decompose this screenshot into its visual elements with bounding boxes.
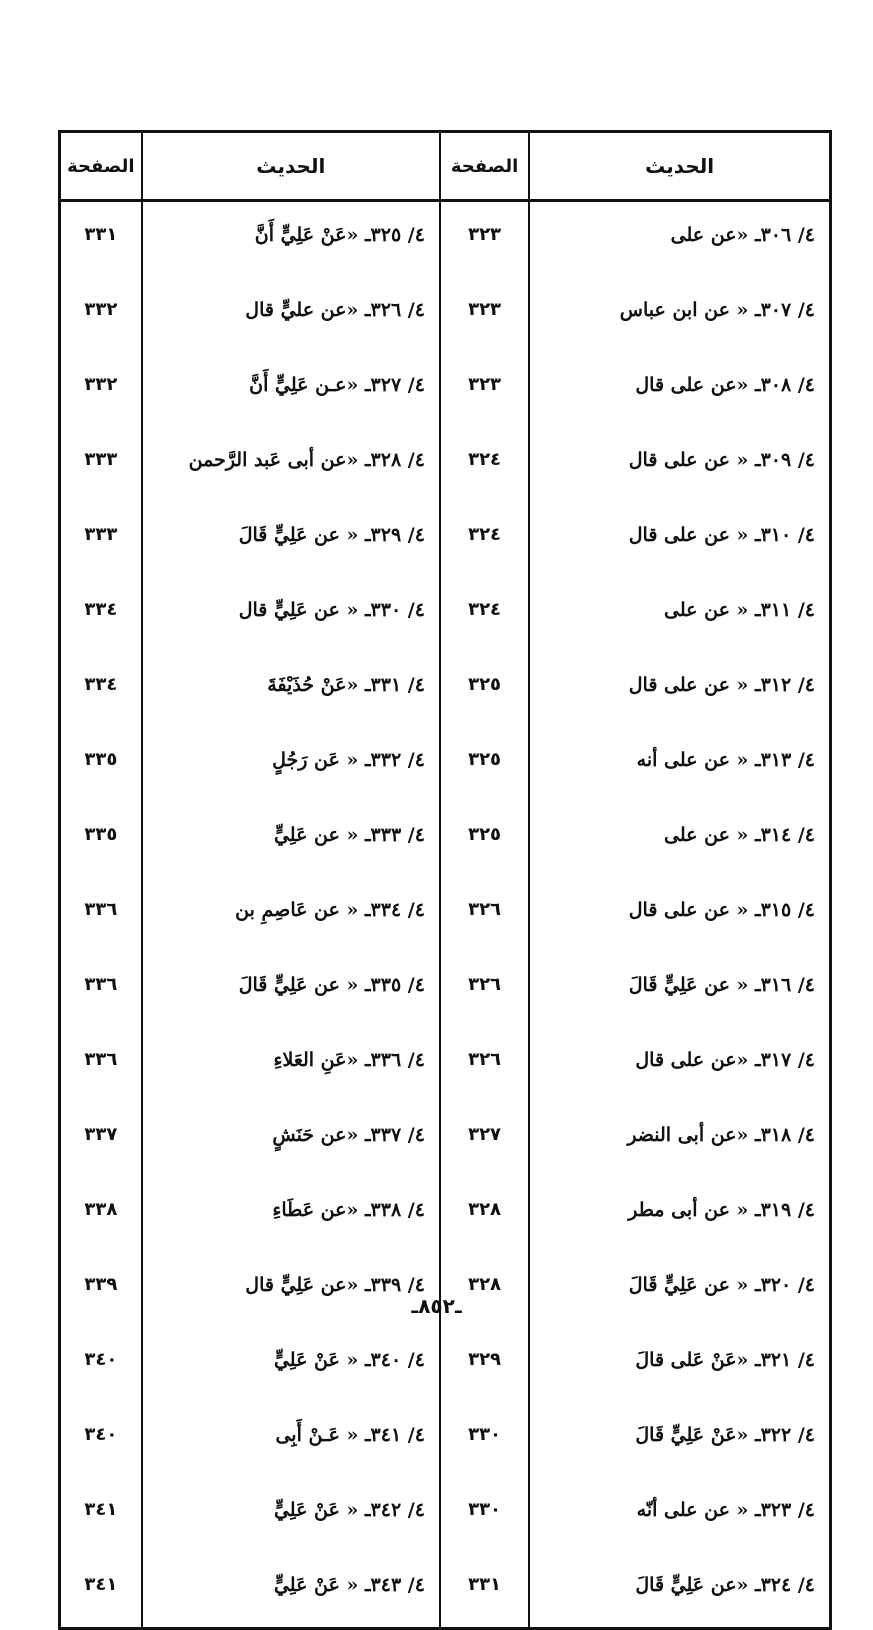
header-hadith-right: الحديث [529, 132, 830, 201]
hadith-entry: ٤/ ٣٢٤ـ «عن عَلِيٍّ قَالَ [529, 1552, 830, 1627]
hadith-entry: ٤/ ٣٣٧ـ «عن حَنَشٍ [142, 1102, 440, 1177]
hadith-entry: ٤/ ٣٢٢ـ «عَنْ عَلِيٍّ قَالَ [529, 1402, 830, 1477]
page-ref: ٣٢٣ [440, 352, 529, 427]
hadith-entry: ٤/ ٣٢٣ـ « عن على أنّه [529, 1477, 830, 1552]
hadith-entry: ٤/ ٣٤١ـ « عَـنْ أَبِى [142, 1402, 440, 1477]
hadith-entry: ٤/ ٣٣١ـ «عَنْ حُذَيْفَةَ [142, 652, 440, 727]
header-hadith-left: الحديث [142, 132, 440, 201]
page-ref: ٣٣٦ [84, 1049, 118, 1070]
table-header-row [60, 132, 831, 201]
page-ref: ٣٣٤ [84, 674, 118, 695]
page-ref: ٣٢٥ [440, 652, 529, 727]
table-row [60, 1327, 831, 1402]
hadith-entry: ٤/ ٣٠٧ـ « عن ابن عباس [529, 277, 830, 352]
table-filler-row [60, 1627, 831, 1629]
table-row [60, 1402, 831, 1477]
page-ref: ٣٣٥ [84, 749, 118, 770]
hadith-entry: ٤/ ٣٢٠ـ « عن عَلِيٍّ قَالَ [529, 1252, 830, 1327]
page-ref: ٣٢٩ [440, 1327, 529, 1402]
hadith-entry: ٤/ ٣٠٨ـ «عن على قال [529, 352, 830, 427]
page-ref: ٣٤٠ [84, 1424, 118, 1445]
hadith-entry: ٤/ ٣٣٢ـ « عَن رَجُلٍ [142, 727, 440, 802]
page-ref: ٣٢٧ [440, 1102, 529, 1177]
page-ref: ٣٣٢ [84, 374, 118, 395]
empty-cell [142, 1627, 440, 1629]
page-number: ـ٨٥٢ـ [411, 1294, 462, 1318]
hadith-entry: ٤/ ٣١٠ـ « عن على قال [529, 502, 830, 577]
page-ref: ٣٢٤ [440, 502, 529, 577]
hadith-entry: ٤/ ٣٢٥ـ «عَنْ عَلِيٍّ أَنَّ [142, 201, 440, 278]
table-row [60, 727, 831, 802]
table-row [60, 427, 831, 502]
hadith-entry: ٤/ ٣٣٣ـ « عن عَلِيٍّ [142, 802, 440, 877]
page-ref: ٣٢٥ [440, 727, 529, 802]
hadith-entry: ٤/ ٣٣٨ـ «عن عَطَاءِ [142, 1177, 440, 1252]
hadith-entry: ٤/ ٣١٦ـ « عن عَلِيٍّ قَالَ [529, 952, 830, 1027]
page-ref: ٣٣٣ [84, 449, 118, 470]
page-ref: ٣٣٥ [84, 824, 118, 845]
page-ref: ٣٢٦ [440, 952, 529, 1027]
page-ref: ٣٣٣ [84, 524, 118, 545]
header-page-left: الصفحة [60, 132, 142, 201]
hadith-entry: ٤/ ٣٣٥ـ « عن عَلِيٍّ قَالَ [142, 952, 440, 1027]
page-ref: ٣٣٠ [440, 1402, 529, 1477]
page-ref: ٣٢٥ [440, 802, 529, 877]
hadith-entry: ٤/ ٣٤٣ـ « عَنْ عَلِيٍّ [142, 1552, 440, 1627]
page-ref: ٣٣٤ [84, 599, 118, 620]
page-ref: ٣٢٤ [440, 427, 529, 502]
table-row [60, 502, 831, 577]
table-row [60, 1102, 831, 1177]
page-ref: ٣٢٦ [440, 877, 529, 952]
page-ref: ٣٣٩ [84, 1274, 118, 1295]
table-row [60, 1027, 831, 1102]
page-ref: ٣٤١ [84, 1499, 118, 1520]
hadith-entry: ٤/ ٣٣٦ـ «عَنِ العَلاءِ [142, 1027, 440, 1102]
hadith-entry: ٤/ ٣٣٩ـ «عن عَلِيٍّ قال [142, 1252, 440, 1327]
table-row [60, 802, 831, 877]
table-row [60, 577, 831, 652]
empty-cell [440, 1627, 529, 1629]
table-row [60, 877, 831, 952]
hadith-entry: ٤/ ٣١٣ـ « عن على أنه [529, 727, 830, 802]
page-ref: ٣٣٨ [84, 1199, 118, 1220]
table-row [60, 652, 831, 727]
table-row [60, 1552, 831, 1627]
table-row [60, 201, 831, 278]
hadith-entry: ٤/ ٣١٩ـ « عن أبى مطر [529, 1177, 830, 1252]
page-ref: ٣٢٨ [440, 1252, 529, 1327]
hadith-entry: ٤/ ٣٤٢ـ « عَنْ عَلِيٍّ [142, 1477, 440, 1552]
header-page-right: الصفحة [440, 132, 529, 201]
page-ref: ٣٣٦ [84, 899, 118, 920]
hadith-entry: ٤/ ٣١١ـ « عن على [529, 577, 830, 652]
hadith-entry: ٤/ ٣٢٨ـ «عن أبى عَبد الرَّحمن [142, 427, 440, 502]
hadith-index-table [58, 130, 832, 1630]
hadith-entry: ٤/ ٣١٨ـ «عن أبى النضر [529, 1102, 830, 1177]
hadith-entry: ٤/ ٣٠٦ـ «عن على [529, 201, 830, 278]
page-ref: ٣٣٠ [440, 1477, 529, 1552]
page-ref: ٣٢٦ [440, 1027, 529, 1102]
table-row [60, 1477, 831, 1552]
hadith-entry: ٤/ ٣١٧ـ «عن على قال [529, 1027, 830, 1102]
hadith-entry: ٤/ ٣٣٠ـ « عن عَلِيٍّ قال [142, 577, 440, 652]
hadith-entry: ٤/ ٣٢١ـ «عَنْ عَلى قالَ [529, 1327, 830, 1402]
page-ref: ٣٣١ [440, 1552, 529, 1627]
hadith-entry: ٤/ ٣٠٩ـ « عن على قال [529, 427, 830, 502]
page-ref: ٣٢٨ [440, 1177, 529, 1252]
hadith-entry: ٤/ ٣٢٧ـ «عـن عَلِيٍّ أَنَّ [142, 352, 440, 427]
page-ref: ٣٢٣ [440, 277, 529, 352]
empty-cell [529, 1627, 830, 1629]
table-body [60, 201, 831, 1629]
table-row [60, 1177, 831, 1252]
hadith-entry: ٤/ ٣٣٤ـ « عن عَاصِمِ بن [142, 877, 440, 952]
page-ref: ٣٢٣ [440, 201, 529, 278]
hadith-entry: ٤/ ٣١٤ـ « عن على [529, 802, 830, 877]
table-row [60, 352, 831, 427]
page-ref: ٣٣١ [84, 224, 118, 245]
page-ref: ٣٤٠ [84, 1349, 118, 1370]
table-row [60, 952, 831, 1027]
hadith-entry: ٤/ ٣٤٠ـ « عَنْ عَلِيٍّ [142, 1327, 440, 1402]
empty-cell [60, 1627, 142, 1629]
page-ref: ٣٣٢ [84, 299, 118, 320]
page-ref: ٣٤١ [84, 1574, 118, 1595]
hadith-entry: ٤/ ٣٢٩ـ « عن عَلِيٍّ قَالَ [142, 502, 440, 577]
hadith-entry: ٤/ ٣١٢ـ « عن على قال [529, 652, 830, 727]
page-ref: ٣٣٧ [84, 1124, 118, 1145]
hadith-entry: ٤/ ٣٢٦ـ «عن عليٍّ قال [142, 277, 440, 352]
page-ref: ٣٢٤ [440, 577, 529, 652]
hadith-entry: ٤/ ٣١٥ـ « عن على قال [529, 877, 830, 952]
table-row [60, 277, 831, 352]
page-ref: ٣٣٦ [84, 974, 118, 995]
